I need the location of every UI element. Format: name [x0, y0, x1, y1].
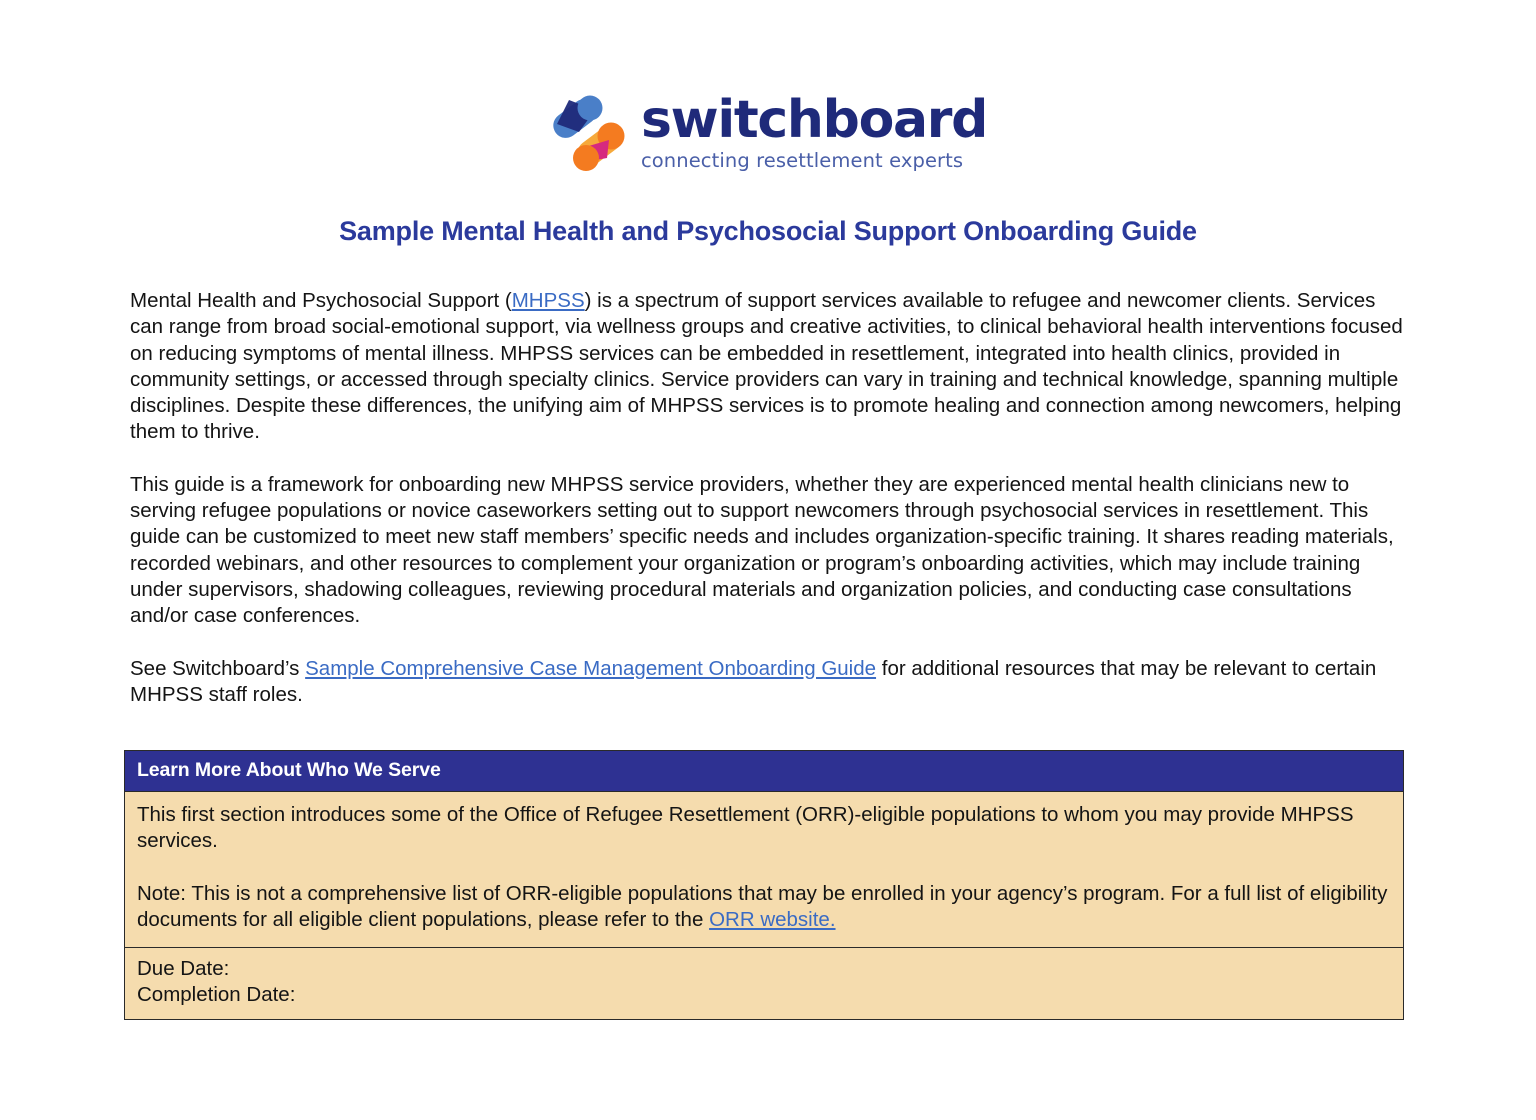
section-note-text: [137, 881, 1391, 934]
paragraph-see-also-text-after: for additional resources that may be relevant to certain MHPSS staff roles.: [130, 656, 1377, 706]
logo-text: [640, 89, 988, 172]
logo-wordmark: switchboard: [640, 89, 988, 150]
section-table-learn-more: [124, 750, 1404, 1020]
switchboard-logo: [549, 89, 988, 172]
paragraph-intro: [130, 288, 1406, 446]
page-title: Sample Mental Health and Psychosocial Support Onboarding Guide: [339, 216, 1197, 246]
section-intro-text: This first section introduces some of the Office of Refugee Resettlement (ORR)-eligible populations to whom you may provide MHPSS services.: [137, 803, 1354, 853]
logo-tagline: connecting resettlement experts: [640, 148, 964, 172]
paragraph-intro-text-after: ) is a spectrum of support services available to refugee and newcomer clients. Services can range from broad social-emotional support, via wellness groups and creative activities, to clinical behavioral health interventions focused on reducing symptoms of mental illness. MHPSS services can be embedded in resettlement, integrated into health clinics, provided in community settings, or accessed through specialty clinics. Service providers can vary in training and technical knowledge, spanning multiple disciplines. Despite these differences, the unifying aim of MHPSS services is to promote healing and connection among newcomers, helping them to thrive.: [130, 289, 1403, 444]
comprehensive-case-management-guide-link[interactable]: Sample Comprehensive Case Management Onboarding Guide: [305, 656, 877, 680]
logo-header: [0, 0, 1536, 172]
document-body: [130, 288, 1406, 708]
section-body-cell: [125, 792, 1403, 948]
section-header-banner: Learn More About Who We Serve: [125, 751, 1403, 792]
paragraph-see-also-text-before: See Switchboard’s: [130, 656, 306, 680]
section-dates-cell: [125, 948, 1403, 1019]
switchboard-bolt-logo-icon: [549, 92, 627, 172]
due-date-label: Due Date:: [137, 957, 230, 981]
orr-website-link[interactable]: ORR website.: [709, 907, 836, 931]
section-note-text-before: Note: This is not a comprehensive list of ORR-eligible populations that may be enrolled in your agency’s program. For a full list of eligibility documents for all eligible client populations, please refer to the: [137, 881, 1388, 931]
paragraph-see-also: [130, 656, 1406, 709]
mhpss-link[interactable]: MHPSS: [511, 289, 585, 312]
paragraph-guide-framework: This guide is a framework for onboarding new MHPSS service providers, whether they are experienced mental health clinicians new to serving refugee populations or novice caseworkers setting out to support newcomers through psychosocial services in resettlement. This guide can be customized to meet new staff members’ specific needs and includes organization-specific training. It shares reading materials, recorded webinars, and other resources to complement your organization or program’s onboarding activities, which may include training under supervisors, shadowing colleagues, reviewing procedural materials and organization policies, and conducting case consultations and/or case conferences.: [130, 472, 1394, 628]
paragraph-intro-text-before: Mental Health and Psychosocial Support (: [130, 289, 512, 312]
completion-date-label: Completion Date:: [137, 983, 296, 1007]
